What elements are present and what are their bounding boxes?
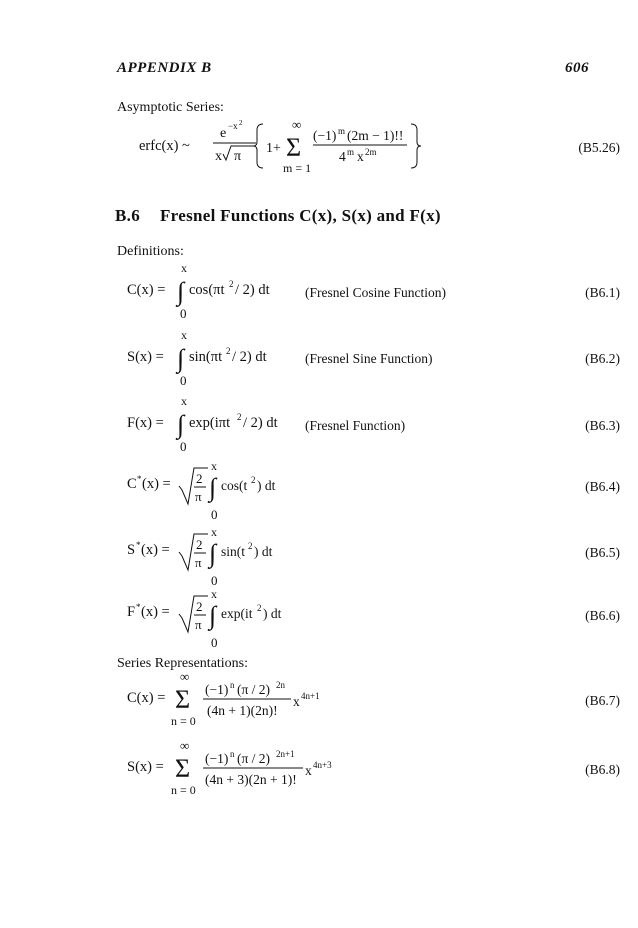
section-heading [115,206,441,226]
svg-text:e: e [220,126,227,141]
svg-text:0: 0 [180,306,187,321]
svg-text:(x) =: (x) = [142,476,171,492]
svg-text:*: * [136,540,141,550]
series-heading: Series Representations: [117,656,249,671]
equation-b5-26 [135,112,435,182]
svg-text:4n+1: 4n+1 [301,691,320,701]
svg-text:0: 0 [211,635,218,650]
svg-text:π: π [195,489,202,504]
svg-text:x: x [293,694,300,709]
svg-text:(4n + 3)(2n + 1)!: (4n + 3)(2n + 1)! [205,772,297,787]
svg-text:/ 2) dt: / 2) dt [232,349,267,365]
svg-text:−x: −x [228,121,238,131]
svg-text:x: x [357,149,364,164]
svg-text:C(x) =: C(x) = [127,282,166,298]
desc-b6-3: (Fresnel Function) [305,418,406,433]
eq-number-b6-3: (B6.3) [585,418,620,433]
svg-text:S(x) =: S(x) = [127,349,164,365]
svg-text:(π / 2): (π / 2) [237,682,271,697]
eq-number-b6-5: (B6.5) [585,545,620,560]
svg-text:n: n [230,680,235,690]
svg-text:1+: 1+ [266,141,281,156]
equation-b6-4 [125,456,325,528]
svg-text:∫: ∫ [209,539,217,568]
svg-text:2: 2 [226,346,231,356]
svg-text:(−1): (−1) [205,751,229,766]
svg-text:S(x) =: S(x) = [127,759,164,775]
svg-text:) dt: ) dt [254,544,273,559]
desc-b6-2: (Fresnel Sine Function) [305,351,433,366]
eq-number-b5-26: (B5.26) [578,140,620,155]
svg-text:π: π [195,555,202,570]
svg-text:exp(iπt: exp(iπt [189,415,231,431]
svg-text:0: 0 [211,507,218,522]
svg-text:2: 2 [257,603,262,613]
svg-text:2: 2 [196,599,203,614]
svg-text:∞: ∞ [180,669,190,684]
svg-text:x: x [211,459,217,473]
svg-text:Σ: Σ [286,133,302,162]
svg-text:2: 2 [237,412,242,422]
svg-text:n: n [230,749,235,759]
svg-text:x: x [181,394,187,408]
svg-text:0: 0 [180,439,187,454]
svg-text:2: 2 [196,537,203,552]
svg-text:) dt: ) dt [263,606,282,621]
svg-text:2n: 2n [276,680,285,690]
svg-text:∫: ∫ [177,410,185,439]
eq-number-b6-6: (B6.6) [585,608,620,623]
svg-text:2m: 2m [365,147,377,157]
eq-number-b6-7: (B6.7) [585,693,620,708]
svg-text:C: C [127,476,137,492]
svg-text:F(x) =: F(x) = [127,415,164,431]
svg-text:4n+3: 4n+3 [313,760,332,770]
svg-text:m: m [347,147,355,157]
eq-number-b6-2: (B6.2) [585,351,620,366]
section-title: Fresnel Functions C(x), S(x) and F(x) [160,206,441,225]
svg-text:C(x) =: C(x) = [127,690,166,706]
svg-text:Σ: Σ [175,754,191,783]
svg-text:m = 1: m = 1 [283,161,312,175]
svg-text:*: * [137,474,142,484]
svg-text:) dt: ) dt [257,478,276,493]
svg-text:S: S [127,542,136,558]
eq-number-b6-8: (B6.8) [585,762,620,777]
svg-text:(−1): (−1) [313,128,337,143]
svg-text:m: m [338,126,346,136]
definitions-heading: Definitions: [117,244,184,259]
svg-text:x: x [181,328,187,342]
svg-text:(x) =: (x) = [141,542,170,558]
svg-text:/ 2) dt: / 2) dt [243,415,278,431]
svg-text:(4n + 1)(2n)!: (4n + 1)(2n)! [207,703,278,718]
section-number: B.6 [115,206,140,225]
svg-text:∞: ∞ [292,117,302,132]
svg-text:erfc(x) ~: erfc(x) ~ [139,138,190,154]
svg-text:*: * [136,602,141,612]
asymptotic-heading: Asymptotic Series: [117,100,224,115]
svg-text:sin(t: sin(t [221,544,246,559]
svg-text:π: π [234,149,242,164]
svg-text:x: x [211,525,217,539]
svg-text:x: x [305,763,312,778]
svg-text:∫: ∫ [177,344,185,373]
svg-text:/ 2) dt: / 2) dt [235,282,270,298]
svg-text:exp(it: exp(it [221,606,253,621]
svg-text:n = 0: n = 0 [171,783,196,797]
equation-b6-1 [125,260,305,324]
svg-text:2: 2 [248,541,253,551]
svg-text:x: x [211,587,217,601]
svg-text:∞: ∞ [180,738,190,753]
svg-text:(2m − 1)!!: (2m − 1)!! [347,128,404,143]
svg-text:2: 2 [251,475,256,485]
running-header: APPENDIX B [117,60,212,76]
svg-text:x: x [215,149,222,164]
svg-text:Σ: Σ [175,685,191,714]
svg-text:∫: ∫ [177,277,185,306]
svg-text:∫: ∫ [209,601,217,630]
svg-text:2: 2 [239,119,243,127]
equation-b6-3 [125,393,305,457]
svg-text:2: 2 [196,471,203,486]
svg-text:∫: ∫ [209,473,217,502]
svg-text:π: π [195,617,202,632]
svg-text:F: F [127,604,136,620]
equation-b6-2 [125,327,305,391]
svg-text:cos(t: cos(t [221,478,248,493]
page-number: 606 [565,60,589,76]
svg-text:0: 0 [211,573,218,588]
equation-b6-7 [125,668,365,732]
eq-number-b6-4: (B6.4) [585,479,620,494]
svg-text:x: x [181,261,187,275]
svg-text:2: 2 [229,279,234,289]
equation-b6-8 [125,737,385,801]
svg-text:n = 0: n = 0 [171,714,196,728]
svg-text:(π / 2): (π / 2) [237,751,271,766]
eq-number-b6-1: (B6.1) [585,285,620,300]
svg-text:0: 0 [180,373,187,388]
equation-b6-6 [125,584,325,656]
svg-text:sin(πt: sin(πt [189,349,223,365]
svg-text:4: 4 [339,149,346,164]
desc-b6-1: (Fresnel Cosine Function) [305,285,446,300]
svg-text:cos(πt: cos(πt [189,282,225,298]
svg-text:2n+1: 2n+1 [276,749,295,759]
svg-text:(−1): (−1) [205,682,229,697]
svg-text:(x) =: (x) = [141,604,170,620]
